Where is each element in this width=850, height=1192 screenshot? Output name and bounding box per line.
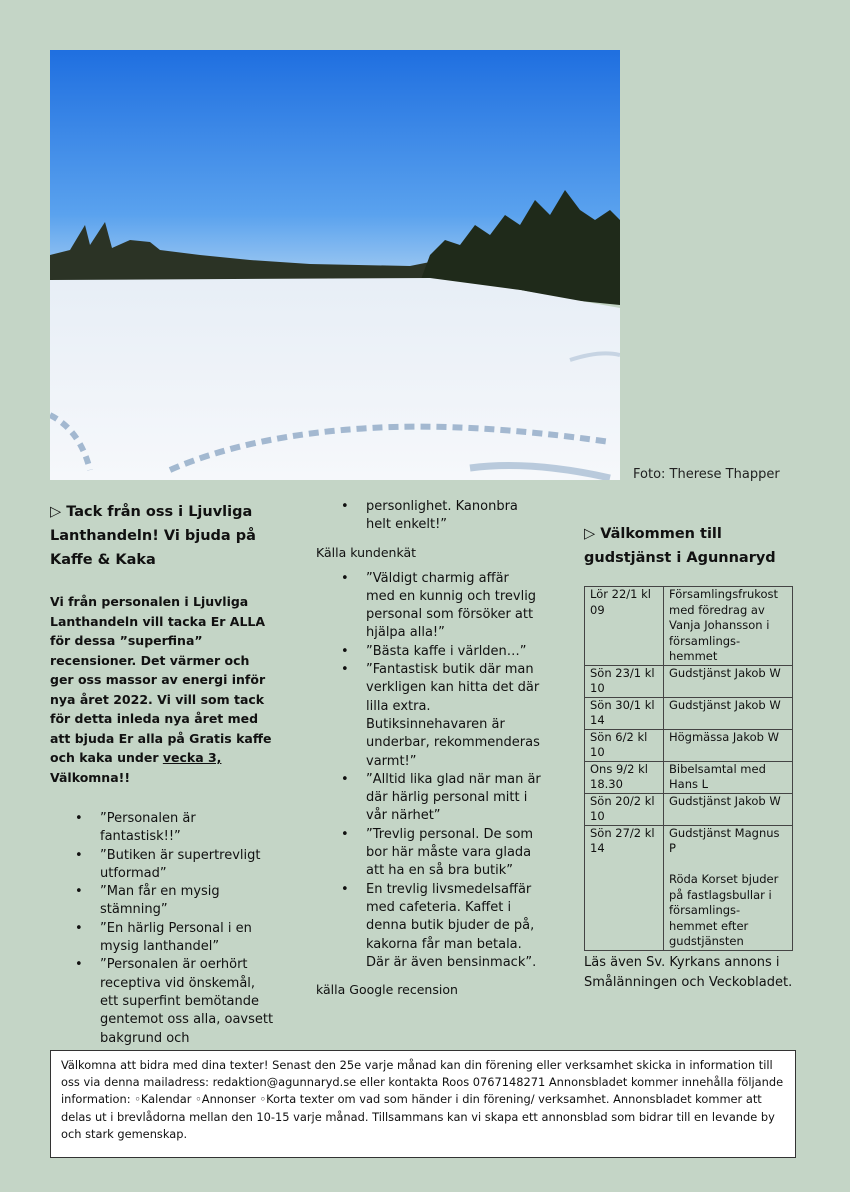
week-3-text: vecka 3, [162,750,222,765]
review-list [50,810,275,1048]
source-google: källa Google recension [316,982,458,998]
review-item: • ”Butiken är supertrevligt utformad” [100,847,275,884]
schedule-when: Sön 27/2 kl 14 [585,825,664,950]
review-item: • ”Trevlig personal. De som bor här måste vara glada att ha en så bra butik” [366,826,541,881]
schedule-when: Ons 9/2 kl 18.30 [585,761,664,793]
schedule-row [585,587,793,666]
review-item: • ”Fantastisk butik där man verkligen kan hitta det där lilla extra. Butiksinnehavaren är underbar, rekommenderas varmt!” [366,661,541,771]
winter-lake-illustration [50,50,620,480]
review-item: • ”Alltid lika glad när man är där härlig personal mitt i vår närhet” [366,771,541,826]
review-item: • personlighet. Kanonbra helt enkelt!” [366,498,541,535]
schedule-when: Sön 20/2 kl 10 [585,793,664,825]
schedule-row [585,729,793,761]
middle-column [316,498,541,1007]
review-item: • ”En härlig Personal i en mysig lanthandel” [100,920,275,957]
service-schedule [584,586,793,951]
schedule-when: Lör 22/1 kl 09 [585,587,664,666]
schedule-what: Församlingsfrukost med föredrag av Vanja Johansson i församlings-hemmet [664,587,793,666]
right-column [584,522,794,994]
review-item: • En trevlig livsmedelsaffär med cafeteria. Kaffet i denna butik bjuder de på, kakorna får man betala. Där är även bensinmack”. [366,881,541,972]
review-item: • ”Bästa kaffe i världen…” [366,643,541,661]
review-list-continued [316,498,541,535]
intro-text: Vi från personalen i Ljuvliga Lanthandeln vill tacka Er ALLA för dessa ”superfina” recensioner. Det värmer och ger oss massor av energi inför nya året 2022. Vi vill som tack för detta inleda nya året med att bjuda Er alla på Gratis kaffe och kaka under [50,594,272,765]
schedule-what-cell [664,825,793,950]
winter-lake-photo [50,50,620,480]
schedule-what: Bibelsamtal med Hans L [664,761,793,793]
left-column [50,500,275,1048]
schedule-row [585,793,793,825]
schedule-what: Gudstjänst Jakob W [664,793,793,825]
source-survey: Källa kundenkät [316,544,417,560]
review-item: • ”Väldigt charmig affär med en kunnig och trevlig personal som försöker att hjälpa alla!” [366,570,541,643]
notice-text: Välkomna att bidra med dina texter! Senast den 25e varje månad kan din förening eller verksamhet skicka in information till oss via denna mailadress: redaktion@agunnaryd.se eller kontakta Roos 0767148271 Annonsbladet kommer innehålla följande information: ◦Kalendar ◦Annonser ◦Korta texter om vad som händer i din förening/ verksamhet. Annonsbladet kommer att delas ut i brevlådorna mellan den 10-15 varje månad. Tillsammans kan vi skapa ett annonsblad som bidrar till en levande by och stark gemenskap. [61,1058,784,1141]
intro-welcome: Välkomna!! [50,769,131,785]
schedule-when: Sön 23/1 kl 10 [585,665,664,697]
schedule-what: Högmässa Jakob W [664,729,793,761]
church-heading: ▷ Välkommen till gudstjänst i Agunnaryd [584,526,776,566]
schedule-when: Sön 30/1 kl 14 [585,697,664,729]
schedule-what: Gudstjänst Jakob W [664,697,793,729]
thanks-heading: ▷ Tack från oss i Ljuvliga Lanthandeln! Vi bjuda på Kaffe & Kaka [50,504,256,568]
schedule-row [585,761,793,793]
schedule-row [585,825,793,950]
contribution-notice [50,1050,796,1158]
schedule-what: Gudstjänst Jakob W [664,665,793,697]
schedule-row [585,665,793,697]
schedule-row [585,697,793,729]
schedule-extra: Röda Korset bjuder på fastlagsbullar i församlings-hemmet efter gudstjänsten [669,872,779,948]
review-item: • ”Personalen är fantastisk!!” [100,810,275,847]
thanks-intro [50,592,275,787]
schedule-when: Sön 6/2 kl 10 [585,729,664,761]
photo-credit: Foto: Therese Thapper [633,467,780,482]
google-review-list [316,570,541,973]
church-note: Läs även Sv. Kyrkans annons i Smålänningen och Veckobladet. [584,954,793,990]
review-item: • ”Personalen är oerhört receptiva vid önskemål, ett superfint bemötande gentemot oss alla, oavsett bakgrund och [100,956,275,1047]
review-item: • ”Man får en mysig stämning” [100,883,275,920]
schedule-what: Gudstjänst Magnus P [669,825,780,855]
